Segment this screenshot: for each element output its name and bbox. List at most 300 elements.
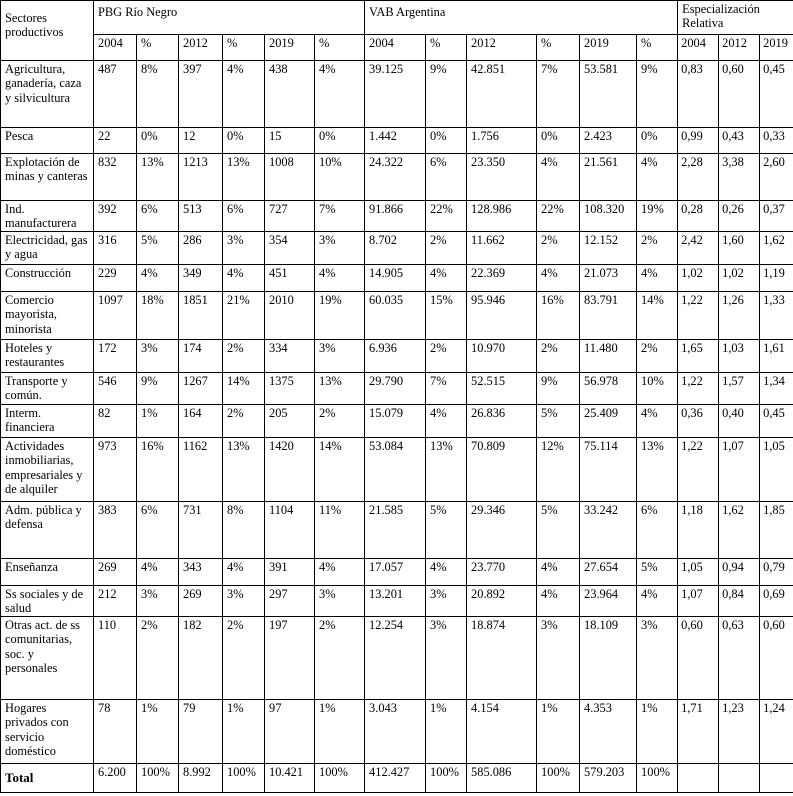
pbg-rio-negro-cell: 4% [223,559,265,586]
especializacion-cell: 0,60 [678,616,719,699]
table-row [1,616,793,699]
vab-argentina-cell: 21.561 [580,154,637,201]
pbg-rio-negro-cell: 1097 [94,292,137,340]
vab-argentina-cell: 13% [637,438,678,502]
vab-argentina-cell: 3% [637,616,678,699]
header-pbg-2019: 2019 [265,35,315,61]
vab-argentina-cell: 13.201 [365,586,426,617]
pbg-rio-negro-cell: 1213 [179,154,223,201]
sector-name: Comercio mayorista, minorista [1,292,94,340]
sector-name: Explotación de minas y canteras [1,154,94,201]
vab-argentina-cell: 4% [537,265,580,292]
vab-argentina-cell: 29.346 [467,502,537,559]
vab-argentina-cell: 27.654 [580,559,637,586]
header-vab-2012: 2012 [467,35,537,61]
pbg-rio-negro-cell: 3% [137,586,179,617]
vab-argentina-cell: 2% [537,340,580,373]
vab-argentina-cell: 18.874 [467,616,537,699]
especializacion-cell: 1,02 [678,265,719,292]
pbg-rio-negro-cell: 0% [137,128,179,154]
sector-name: Transporte y común. [1,373,94,405]
header-vab-2004-pct: % [426,35,467,61]
pbg-rio-negro-cell: 1% [137,699,179,763]
pbg-rio-negro-cell: 832 [94,154,137,201]
especializacion-cell: 1,62 [760,232,793,265]
table-row [1,405,793,438]
especializacion-cell [719,763,760,792]
pbg-rio-negro-cell: 973 [94,438,137,502]
especializacion-cell: 1,22 [678,292,719,340]
pbg-rio-negro-cell: 269 [94,559,137,586]
pbg-rio-negro-cell: 4% [137,559,179,586]
pbg-rio-negro-cell: 334 [265,340,315,373]
pbg-rio-negro-cell: 546 [94,373,137,405]
pbg-rio-negro-cell: 1375 [265,373,315,405]
vab-argentina-cell: 0% [537,128,580,154]
header-row-years [1,35,793,61]
vab-argentina-cell: 2% [637,232,678,265]
header-sector: Sectores productivos [1,1,94,61]
pbg-rio-negro-cell: 82 [94,405,137,438]
pbg-rio-negro-cell: 78 [94,699,137,763]
sector-name: Pesca [1,128,94,154]
vab-argentina-cell: 10.970 [467,340,537,373]
pbg-rio-negro-cell: 316 [94,232,137,265]
header-vab-2019: 2019 [580,35,637,61]
vab-argentina-cell: 585.086 [467,763,537,792]
pbg-rio-negro-cell: 1% [315,699,365,763]
especializacion-cell: 0,99 [678,128,719,154]
especializacion-cell: 1,26 [719,292,760,340]
pbg-rio-negro-cell: 4% [137,265,179,292]
vab-argentina-cell: 26.836 [467,405,537,438]
header-pbg-2004: 2004 [94,35,137,61]
vab-argentina-cell: 9% [537,373,580,405]
vab-argentina-cell: 11.480 [580,340,637,373]
sector-name: Interm. financiera [1,405,94,438]
header-pbg-2004-pct: % [137,35,179,61]
pbg-rio-negro-cell: 13% [223,438,265,502]
vab-argentina-cell: 6% [637,502,678,559]
pbg-rio-negro-cell: 4% [315,61,365,128]
pbg-rio-negro-cell: 1420 [265,438,315,502]
vab-argentina-cell: 21.585 [365,502,426,559]
table-row [1,154,793,201]
pbg-rio-negro-cell: 349 [179,265,223,292]
vab-argentina-cell: 23.964 [580,586,637,617]
vab-argentina-cell: 6% [426,154,467,201]
header-vab-2004: 2004 [365,35,426,61]
especializacion-cell: 2,42 [678,232,719,265]
especializacion-cell: 1,33 [760,292,793,340]
vab-argentina-cell: 20.892 [467,586,537,617]
pbg-rio-negro-cell: 16% [137,438,179,502]
table-row [1,265,793,292]
pbg-rio-negro-cell: 397 [179,61,223,128]
especializacion-cell: 1,19 [760,265,793,292]
vab-argentina-cell: 39.125 [365,61,426,128]
vab-argentina-cell: 4% [637,154,678,201]
pbg-rio-negro-cell: 182 [179,616,223,699]
pbg-rio-negro-cell: 269 [179,586,223,617]
sector-name: Ss sociales y de salud [1,586,94,617]
vab-argentina-cell: 128.986 [467,201,537,232]
pbg-rio-negro-cell: 8.992 [179,763,223,792]
vab-argentina-cell: 13% [426,438,467,502]
header-vab-argentina: VAB Argentina [365,1,678,35]
vab-argentina-cell: 1.442 [365,128,426,154]
pbg-rio-negro-cell: 97 [265,699,315,763]
vab-argentina-cell: 12.152 [580,232,637,265]
vab-argentina-cell: 83.791 [580,292,637,340]
pbg-rio-negro-cell: 5% [137,232,179,265]
pbg-rio-negro-cell: 164 [179,405,223,438]
sector-name: Agricultura, ganadería, caza y silvicultura [1,61,94,128]
pbg-rio-negro-cell: 3% [315,232,365,265]
pbg-rio-negro-cell: 6.200 [94,763,137,792]
vab-argentina-cell: 17.057 [365,559,426,586]
especializacion-cell: 0,83 [678,61,719,128]
pbg-rio-negro-cell: 10.421 [265,763,315,792]
pbg-rio-negro-cell: 3% [223,586,265,617]
especializacion-cell: 0,69 [760,586,793,617]
vab-argentina-cell: 4.353 [580,699,637,763]
table-row [1,340,793,373]
vab-argentina-cell: 108.320 [580,201,637,232]
vab-argentina-cell: 10% [637,373,678,405]
pbg-rio-negro-cell: 727 [265,201,315,232]
pbg-rio-negro-cell: 343 [179,559,223,586]
vab-argentina-cell: 4% [637,405,678,438]
sector-name: Adm. pública y defensa [1,502,94,559]
vab-argentina-cell: 29.790 [365,373,426,405]
vab-argentina-cell: 14.905 [365,265,426,292]
pbg-rio-negro-cell: 229 [94,265,137,292]
header-esp-2004: 2004 [678,35,719,61]
pbg-rio-negro-cell: 4% [315,559,365,586]
pbg-rio-negro-cell: 172 [94,340,137,373]
sector-name: Hogares privados con servicio doméstico [1,699,94,763]
especializacion-cell: 0,37 [760,201,793,232]
vab-argentina-cell: 3.043 [365,699,426,763]
pbg-rio-negro-cell: 391 [265,559,315,586]
vab-argentina-cell: 2.423 [580,128,637,154]
table-row [1,373,793,405]
pbg-rio-negro-cell: 731 [179,502,223,559]
especializacion-cell: 1,03 [719,340,760,373]
pbg-rio-negro-cell: 1162 [179,438,223,502]
vab-argentina-cell: 60.035 [365,292,426,340]
pbg-rio-negro-cell: 4% [223,265,265,292]
vab-argentina-cell: 15.079 [365,405,426,438]
especializacion-cell: 1,65 [678,340,719,373]
pbg-rio-negro-cell: 197 [265,616,315,699]
vab-argentina-cell: 412.427 [365,763,426,792]
especializacion-cell: 3,38 [719,154,760,201]
vab-argentina-cell: 5% [637,559,678,586]
pbg-rio-negro-cell: 6% [223,201,265,232]
pbg-rio-negro-cell: 4% [315,265,365,292]
vab-argentina-cell: 53.084 [365,438,426,502]
vab-argentina-cell: 2% [537,232,580,265]
especializacion-cell: 0,45 [760,61,793,128]
vab-argentina-cell: 2% [426,340,467,373]
especializacion-cell: 1,61 [760,340,793,373]
sector-name: Electricidad, gas y agua [1,232,94,265]
especializacion-cell: 0,40 [719,405,760,438]
pbg-rio-negro-cell: 100% [315,763,365,792]
header-esp-2019: 2019 [760,35,793,61]
vab-argentina-cell: 9% [637,61,678,128]
sector-name: Construcción [1,265,94,292]
sector-name: Enseñanza [1,559,94,586]
pbg-rio-negro-cell: 2010 [265,292,315,340]
pbg-rio-negro-cell: 22 [94,128,137,154]
vab-argentina-cell: 18.109 [580,616,637,699]
vab-argentina-cell: 15% [426,292,467,340]
especializacion-cell: 2,60 [760,154,793,201]
vab-argentina-cell: 7% [426,373,467,405]
especializacion-cell: 1,62 [719,502,760,559]
vab-argentina-cell: 1% [537,699,580,763]
pbg-rio-negro-cell: 18% [137,292,179,340]
pbg-rio-negro-cell: 15 [265,128,315,154]
pbg-rio-negro-cell: 212 [94,586,137,617]
especializacion-cell: 1,22 [678,373,719,405]
pbg-rio-negro-cell: 100% [137,763,179,792]
table-row [1,438,793,502]
pbg-rio-negro-cell: 19% [315,292,365,340]
vab-argentina-cell: 100% [426,763,467,792]
pbg-rio-negro-cell: 9% [137,373,179,405]
pbg-rio-negro-cell: 297 [265,586,315,617]
header-pbg-rio-negro: PBG Río Negro [94,1,365,35]
vab-argentina-cell: 4% [426,405,467,438]
especializacion-cell: 2,28 [678,154,719,201]
especializacion-cell: 0,60 [760,616,793,699]
pbg-rio-negro-cell: 174 [179,340,223,373]
especializacion-cell: 0,94 [719,559,760,586]
pbg-rio-negro-cell: 3% [223,232,265,265]
especializacion-cell: 0,43 [719,128,760,154]
pbg-rio-negro-cell: 1% [137,405,179,438]
especializacion-cell: 0,63 [719,616,760,699]
especializacion-cell: 0,79 [760,559,793,586]
vab-argentina-cell: 23.770 [467,559,537,586]
vab-argentina-cell: 25.409 [580,405,637,438]
vab-argentina-cell: 22% [426,201,467,232]
especializacion-cell: 1,34 [760,373,793,405]
pbg-rio-negro-cell: 451 [265,265,315,292]
pbg-rio-negro-cell: 7% [315,201,365,232]
especializacion-cell: 0,26 [719,201,760,232]
pbg-rio-negro-cell: 0% [223,128,265,154]
pbg-rio-negro-cell: 513 [179,201,223,232]
especializacion-cell: 1,22 [678,438,719,502]
vab-argentina-cell: 579.203 [580,763,637,792]
especializacion-cell: 1,23 [719,699,760,763]
vab-argentina-cell: 11.662 [467,232,537,265]
vab-argentina-cell: 2% [637,340,678,373]
pbg-rio-negro-cell: 14% [315,438,365,502]
pbg-rio-negro-cell: 354 [265,232,315,265]
pbg-rio-negro-cell: 0% [315,128,365,154]
total-label: Total [1,763,94,792]
header-vab-2012-pct: % [537,35,580,61]
pbg-rio-negro-cell: 13% [223,154,265,201]
vab-argentina-cell: 52.515 [467,373,537,405]
table-row [1,201,793,232]
vab-argentina-cell: 0% [426,128,467,154]
especializacion-cell [678,763,719,792]
vab-argentina-cell: 56.978 [580,373,637,405]
vab-argentina-cell: 0% [637,128,678,154]
vab-argentina-cell: 4% [426,559,467,586]
especializacion-cell [760,763,793,792]
vab-argentina-cell: 9% [426,61,467,128]
total-row [1,763,793,792]
vab-argentina-cell: 16% [537,292,580,340]
pbg-rio-negro-cell: 1104 [265,502,315,559]
header-row-groups [1,1,793,35]
pbg-rio-negro-cell: 205 [265,405,315,438]
especializacion-cell: 1,85 [760,502,793,559]
vab-argentina-cell: 100% [637,763,678,792]
vab-argentina-cell: 5% [537,405,580,438]
pbg-rio-negro-cell: 12 [179,128,223,154]
vab-argentina-cell: 4% [637,586,678,617]
vab-argentina-cell: 4% [637,265,678,292]
pbg-rio-negro-cell: 2% [137,616,179,699]
vab-argentina-cell: 53.581 [580,61,637,128]
especializacion-cell: 1,60 [719,232,760,265]
vab-argentina-cell: 21.073 [580,265,637,292]
table-row [1,586,793,617]
pbg-rio-negro-cell: 11% [315,502,365,559]
pbg-rio-negro-cell: 21% [223,292,265,340]
especializacion-cell: 1,24 [760,699,793,763]
vab-argentina-cell: 23.350 [467,154,537,201]
vab-argentina-cell: 6.936 [365,340,426,373]
vab-argentina-cell: 7% [537,61,580,128]
especializacion-cell: 1,18 [678,502,719,559]
especializacion-cell: 0,45 [760,405,793,438]
pbg-rio-negro-cell: 8% [137,61,179,128]
pbg-rio-negro-cell: 10% [315,154,365,201]
pbg-rio-negro-cell: 6% [137,201,179,232]
pbg-rio-negro-cell: 13% [315,373,365,405]
pbg-rio-negro-cell: 3% [315,586,365,617]
vab-argentina-cell: 70.809 [467,438,537,502]
vab-argentina-cell: 22.369 [467,265,537,292]
especializacion-cell: 1,07 [678,586,719,617]
table-row [1,559,793,586]
vab-argentina-cell: 33.242 [580,502,637,559]
pbg-rio-negro-cell: 3% [315,340,365,373]
pbg-rio-negro-cell: 79 [179,699,223,763]
pbg-rio-negro-cell: 6% [137,502,179,559]
pbg-rio-negro-cell: 13% [137,154,179,201]
vab-argentina-cell: 5% [537,502,580,559]
pbg-rio-negro-cell: 2% [315,616,365,699]
vab-argentina-cell: 1% [637,699,678,763]
vab-argentina-cell: 95.946 [467,292,537,340]
table-row [1,502,793,559]
pbg-rio-negro-cell: 392 [94,201,137,232]
especializacion-cell: 1,07 [719,438,760,502]
pbg-rio-negro-cell: 4% [223,61,265,128]
pbg-rio-negro-cell: 1008 [265,154,315,201]
header-pbg-2012: 2012 [179,35,223,61]
vab-argentina-cell: 4% [537,154,580,201]
vab-argentina-cell: 1% [426,699,467,763]
vab-argentina-cell: 2% [426,232,467,265]
vab-argentina-cell: 3% [426,586,467,617]
sector-name: Ind. manufacturera [1,201,94,232]
pbg-rio-negro-cell: 110 [94,616,137,699]
especializacion-cell: 0,60 [719,61,760,128]
especializacion-cell: 1,71 [678,699,719,763]
vab-argentina-cell: 19% [637,201,678,232]
pbg-rio-negro-cell: 1851 [179,292,223,340]
especializacion-cell: 1,57 [719,373,760,405]
vab-argentina-cell: 75.114 [580,438,637,502]
especializacion-cell: 0,33 [760,128,793,154]
vab-argentina-cell: 91.866 [365,201,426,232]
pbg-rio-negro-cell: 100% [223,763,265,792]
header-vab-2019-pct: % [637,35,678,61]
vab-argentina-cell: 1.756 [467,128,537,154]
vab-argentina-cell: 100% [537,763,580,792]
sector-name: Actividades inmobiliarias, empresariales y de alquiler [1,438,94,502]
pbg-rio-negro-cell: 8% [223,502,265,559]
vab-argentina-cell: 14% [637,292,678,340]
pbg-rio-negro-cell: 1267 [179,373,223,405]
especializacion-cell: 1,05 [678,559,719,586]
table-row [1,292,793,340]
vab-argentina-cell: 12% [537,438,580,502]
header-pbg-2012-pct: % [223,35,265,61]
vab-argentina-cell: 4% [537,559,580,586]
pbg-rio-negro-cell: 2% [223,340,265,373]
vab-argentina-cell: 4% [426,265,467,292]
table-row [1,61,793,128]
especializacion-cell: 0,36 [678,405,719,438]
table-row [1,232,793,265]
vab-argentina-cell: 24.322 [365,154,426,201]
header-esp-2012: 2012 [719,35,760,61]
vab-argentina-cell: 3% [426,616,467,699]
vab-argentina-cell: 4.154 [467,699,537,763]
table-row [1,699,793,763]
pbg-rio-negro-cell: 2% [315,405,365,438]
pbg-rio-negro-cell: 3% [137,340,179,373]
especializacion-cell: 1,05 [760,438,793,502]
vab-argentina-cell: 8.702 [365,232,426,265]
header-pbg-2019-pct: % [315,35,365,61]
pbg-rio-negro-cell: 487 [94,61,137,128]
vab-argentina-cell: 3% [537,616,580,699]
especializacion-cell: 0,84 [719,586,760,617]
pbg-rio-negro-cell: 383 [94,502,137,559]
especializacion-cell: 1,02 [719,265,760,292]
vab-argentina-cell: 22% [537,201,580,232]
header-especializacion-relativa: Especialización Relativa [678,1,793,35]
vab-argentina-cell: 42.851 [467,61,537,128]
table-row [1,128,793,154]
sector-name: Hoteles y restaurantes [1,340,94,373]
vab-argentina-cell: 5% [426,502,467,559]
